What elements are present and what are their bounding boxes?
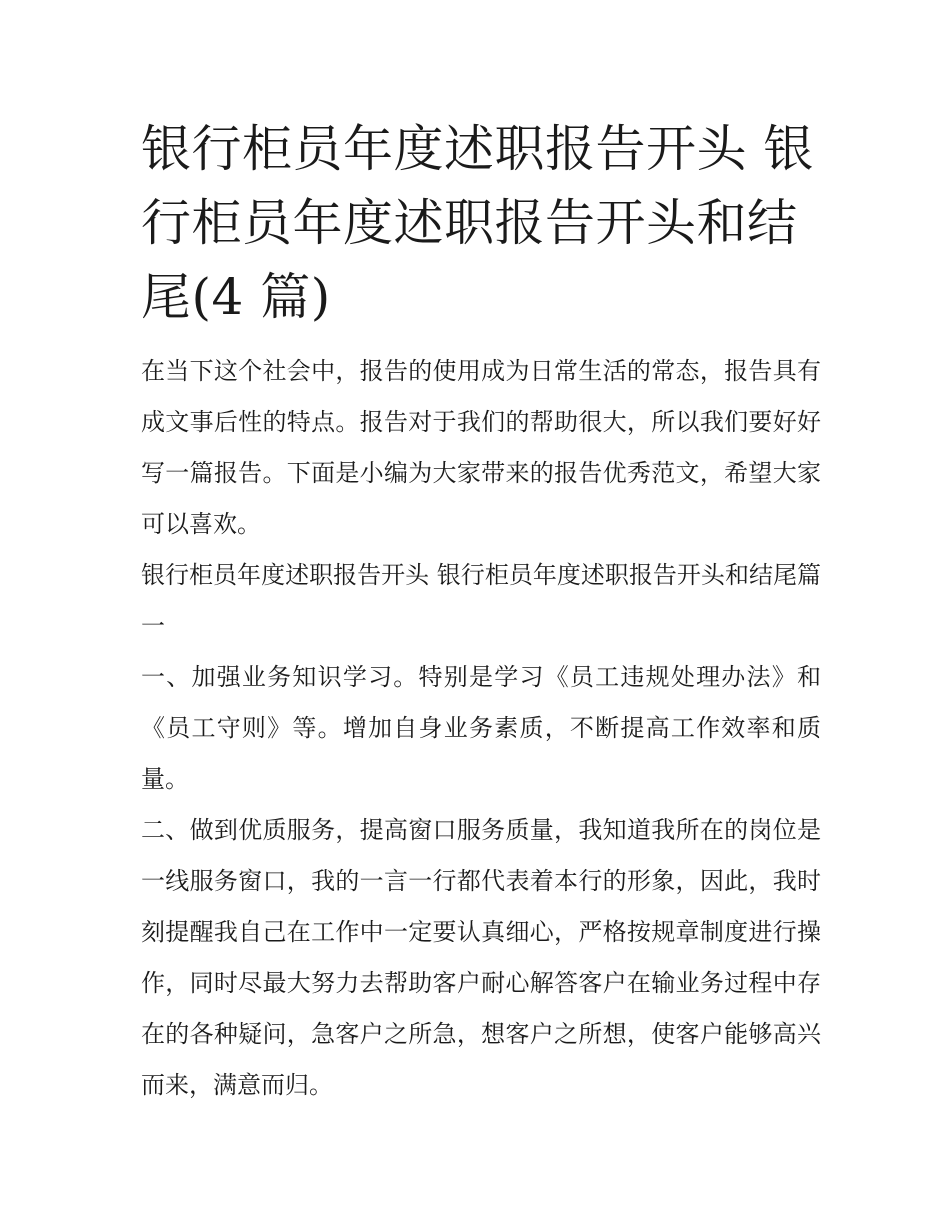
point-one-paragraph: 一、加强业务知识学习。特别是学习《员工违规处理办法》和《员工守则》等。增加自身业务素质，不断提高工作效率和质量。 — [141, 663, 821, 793]
point-two-paragraph: 二、做到优质服务，提高窗口服务质量，我知道我所在的岗位是一线服务窗口，我的一言一行都代表着本行的形象，因此，我时刻提醒我自己在工作中一定要认真细心，严格按规章制度进行操作，同时尽最大努力去帮助客户耐心解答客户在输业务过程中存在的各种疑问，急客户之所急，想客户之所想，使客户能够高兴而来，满意而归。 — [141, 816, 821, 1099]
section-heading: 银行柜员年度述职报告开头 银行柜员年度述职报告开头和结尾篇一 — [141, 561, 821, 640]
intro-paragraph: 在当下这个社会中，报告的使用成为日常生活的常态，报告具有成文事后性的特点。报告对于我们的帮助很大，所以我们要好好写一篇报告。下面是小编为大家带来的报告优秀范文，希望大家可以喜欢。 — [141, 357, 821, 538]
document-page — [141, 112, 821, 1111]
document-title: 银行柜员年度述职报告开头 银行柜员年度述职报告开头和结尾(4 篇) — [141, 120, 814, 326]
